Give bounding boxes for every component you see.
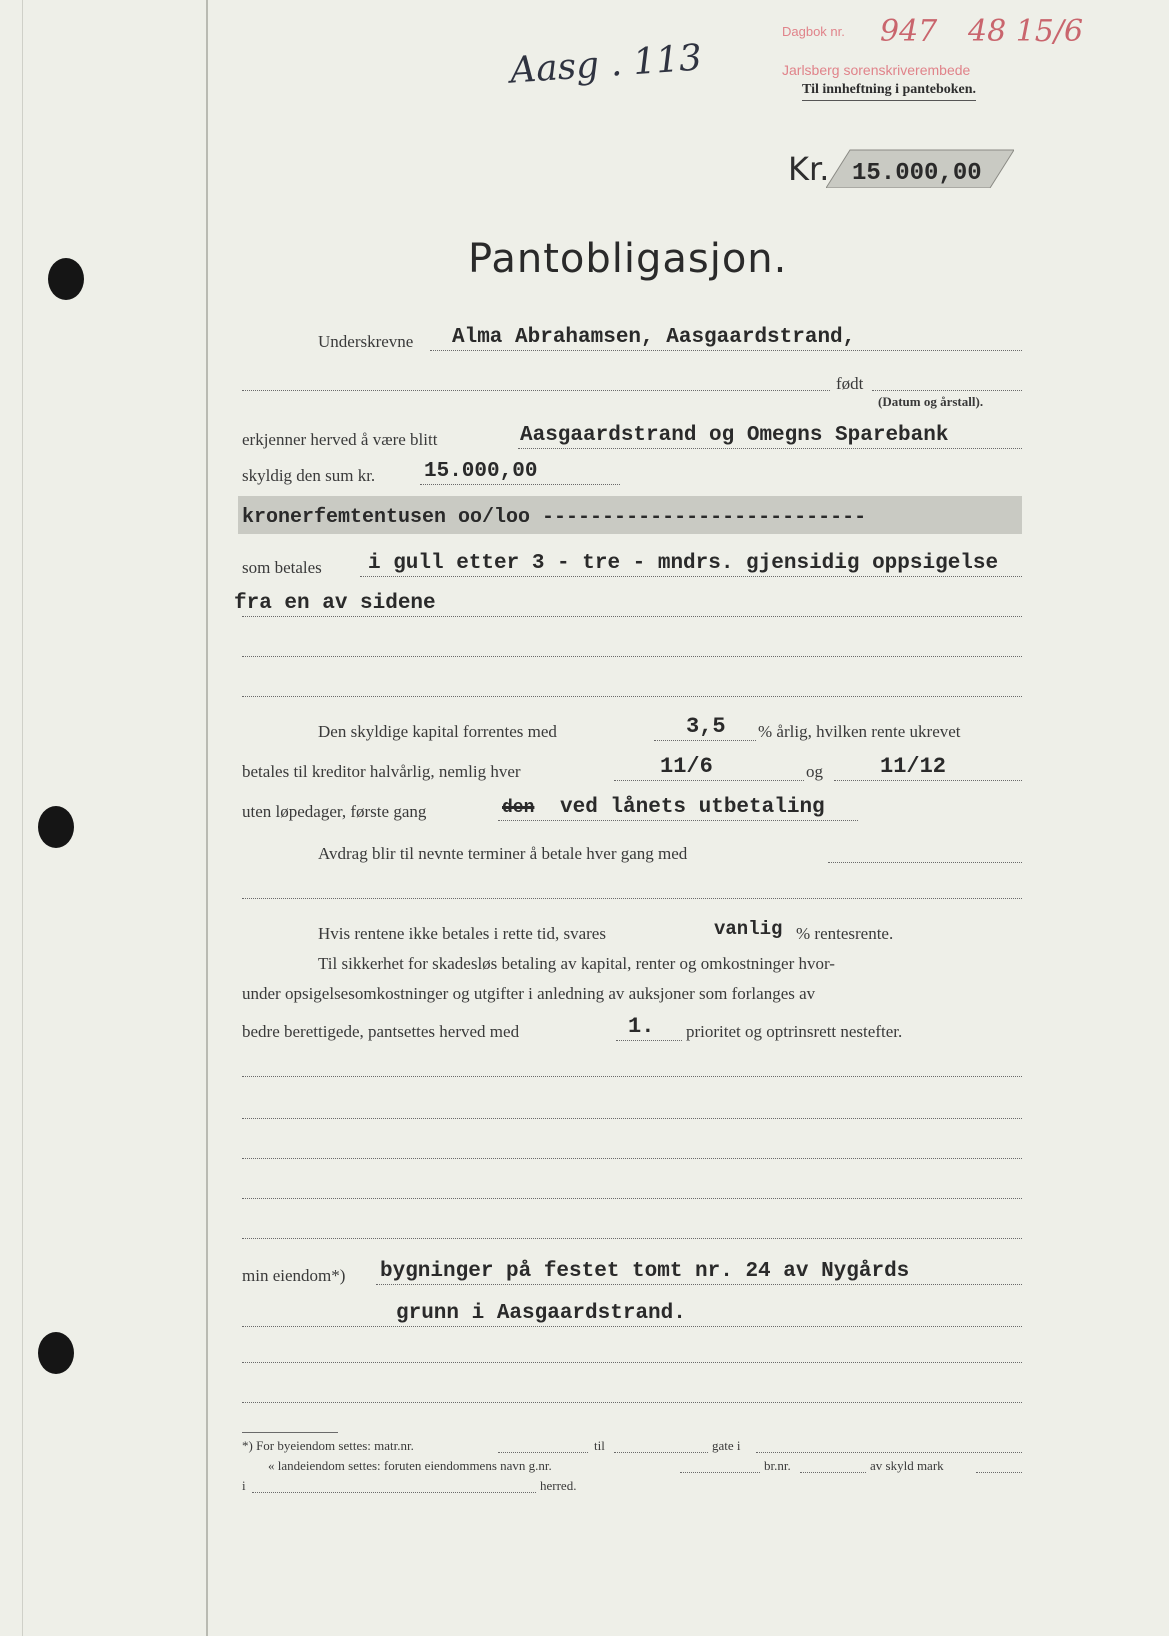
owe-value: 15.000,00 — [424, 460, 538, 483]
blank-line-7 — [242, 1238, 1022, 1239]
footnote-line3-a: i — [242, 1478, 246, 1493]
security-line-3a: bedre berettigede, pantsettes herved med — [242, 1022, 520, 1041]
page-title: Pantobligasjon. — [468, 236, 788, 282]
property-value-1: bygninger på festet tomt nr. 24 av Nygårds — [380, 1260, 910, 1283]
binding-note: Til innheftning i panteboken. — [802, 82, 976, 101]
blank-line-5 — [242, 1158, 1022, 1159]
owe-label: skyldig den sum kr. — [242, 466, 376, 485]
date-1-line — [614, 780, 804, 781]
installment-line — [828, 862, 1022, 863]
page-edge — [22, 0, 23, 1636]
default-text-1: Hvis rentene ikke betales i rette tid, svares — [318, 924, 606, 943]
payable-line-2 — [242, 616, 1022, 617]
security-line-2: under opsigelsesomkostninger og utgifter i anledning av auksjoner som forlanges av — [242, 984, 816, 1003]
stamp-office: Jarlsberg sorenskriverembede — [782, 62, 971, 78]
footnote-til-line — [614, 1452, 708, 1453]
interest-text-1: Den skyldige kapital forrentes med — [318, 722, 557, 741]
owe-line — [420, 484, 620, 485]
property-label: min eiendom*) — [242, 1266, 346, 1285]
payable-value-2: fra en av sidene — [234, 592, 436, 615]
born-hint: (Datum og årstall). — [878, 394, 984, 409]
blank-line-9 — [242, 1402, 1022, 1403]
footnote-skyld-line — [976, 1472, 1022, 1473]
footnote-line2-c: av skyld mark — [870, 1458, 944, 1473]
acknowledge-label: erkjenner herved å være blitt — [242, 430, 438, 449]
amount-value: 15.000,00 — [852, 160, 982, 187]
punch-hole-bottom — [38, 1332, 74, 1374]
undersigned-line — [430, 350, 1022, 351]
footnote-gate-line — [756, 1452, 1022, 1453]
footnote-line3-b: herred. — [540, 1478, 577, 1493]
interest-rate-line — [654, 740, 756, 741]
blank-line-6 — [242, 1198, 1022, 1199]
stamp-number: 947 — [880, 14, 938, 49]
undersigned-label: Underskrevne — [318, 332, 414, 351]
interest-text-2: % årlig, hvilken rente ukrevet — [758, 722, 961, 741]
property-line-1 — [376, 1284, 1022, 1285]
creditor-value: Aasgaardstrand og Omegns Sparebank — [520, 424, 949, 447]
property-value-2: grunn i Aasgaardstrand. — [396, 1302, 686, 1325]
footnote-line2-b: br.nr. — [764, 1458, 791, 1473]
first-time-line — [498, 820, 858, 821]
blank-line-2 — [242, 696, 1022, 697]
first-time-value: ved lånets utbetaling — [560, 796, 825, 819]
punch-hole-middle — [38, 806, 74, 848]
installment-line-2 — [242, 898, 1022, 899]
date-1: 11/6 — [660, 754, 713, 779]
and-label: og — [806, 762, 823, 781]
creditor-line — [518, 448, 1022, 449]
struck-word: den — [502, 798, 535, 818]
default-text-2: % rentesrente. — [796, 924, 894, 943]
date-2-line — [834, 780, 1022, 781]
property-line-2 — [242, 1326, 1022, 1327]
footnote-matr-line — [498, 1452, 588, 1453]
birth-line — [242, 390, 830, 391]
undersigned-value: Alma Abrahamsen, Aasgaardstrand, — [452, 326, 856, 349]
footnote-line1-c: gate i — [712, 1438, 741, 1453]
footnote-rule — [242, 1432, 338, 1433]
payable-label: som betales — [242, 558, 322, 577]
security-line-3b: prioritet og optrinsrett nestefter. — [686, 1022, 903, 1041]
blank-line-3 — [242, 1076, 1022, 1077]
priority-value: 1. — [628, 1014, 655, 1039]
interest-rate: 3,5 — [686, 714, 726, 739]
default-value: vanlig — [714, 918, 783, 940]
blank-line-1 — [242, 656, 1022, 657]
folio-handwritten: Aasg . 113 — [508, 37, 704, 92]
stamp-register-label: Dagbok nr. — [782, 24, 845, 39]
priority-line — [616, 1040, 682, 1041]
birth-line-end — [872, 390, 1022, 391]
margin-rule — [206, 0, 208, 1636]
footnote-brnr-line — [800, 1472, 866, 1473]
footnote-line1-a: *) For byeiendom settes: matr.nr. — [242, 1438, 414, 1453]
stamp-year-date: 48 15/6 — [968, 14, 1084, 49]
payable-value-1: i gull etter 3 - tre - mndrs. gjensidig oppsigelse — [368, 552, 999, 575]
amount-prefix: Kr. — [788, 150, 830, 188]
footnote-herred-line — [252, 1492, 536, 1493]
footnote-line1-b: til — [594, 1438, 605, 1453]
blank-line-4 — [242, 1118, 1022, 1119]
amount-in-words: kronerfemtentusen oo/loo --------------------------- — [242, 506, 867, 529]
footnote-gnr-line — [680, 1472, 760, 1473]
security-line-1: Til sikkerhet for skadesløs betaling av kapital, renter og omkostninger hvor- — [318, 954, 835, 973]
half-year-text: betales til kreditor halvårlig, nemlig hver — [242, 762, 521, 781]
blank-line-8 — [242, 1362, 1022, 1363]
payable-line-1 — [360, 576, 1022, 577]
installment-text: Avdrag blir til nevnte terminer å betale hver gang med — [318, 844, 688, 863]
date-2: 11/12 — [880, 754, 947, 779]
footnote-line2-a: « landeiendom settes: foruten eiendommens navn g.nr. — [268, 1458, 552, 1473]
no-grace-text: uten løpedager, første gang — [242, 802, 427, 821]
born-label: født — [836, 374, 864, 393]
punch-hole-top — [48, 258, 84, 300]
